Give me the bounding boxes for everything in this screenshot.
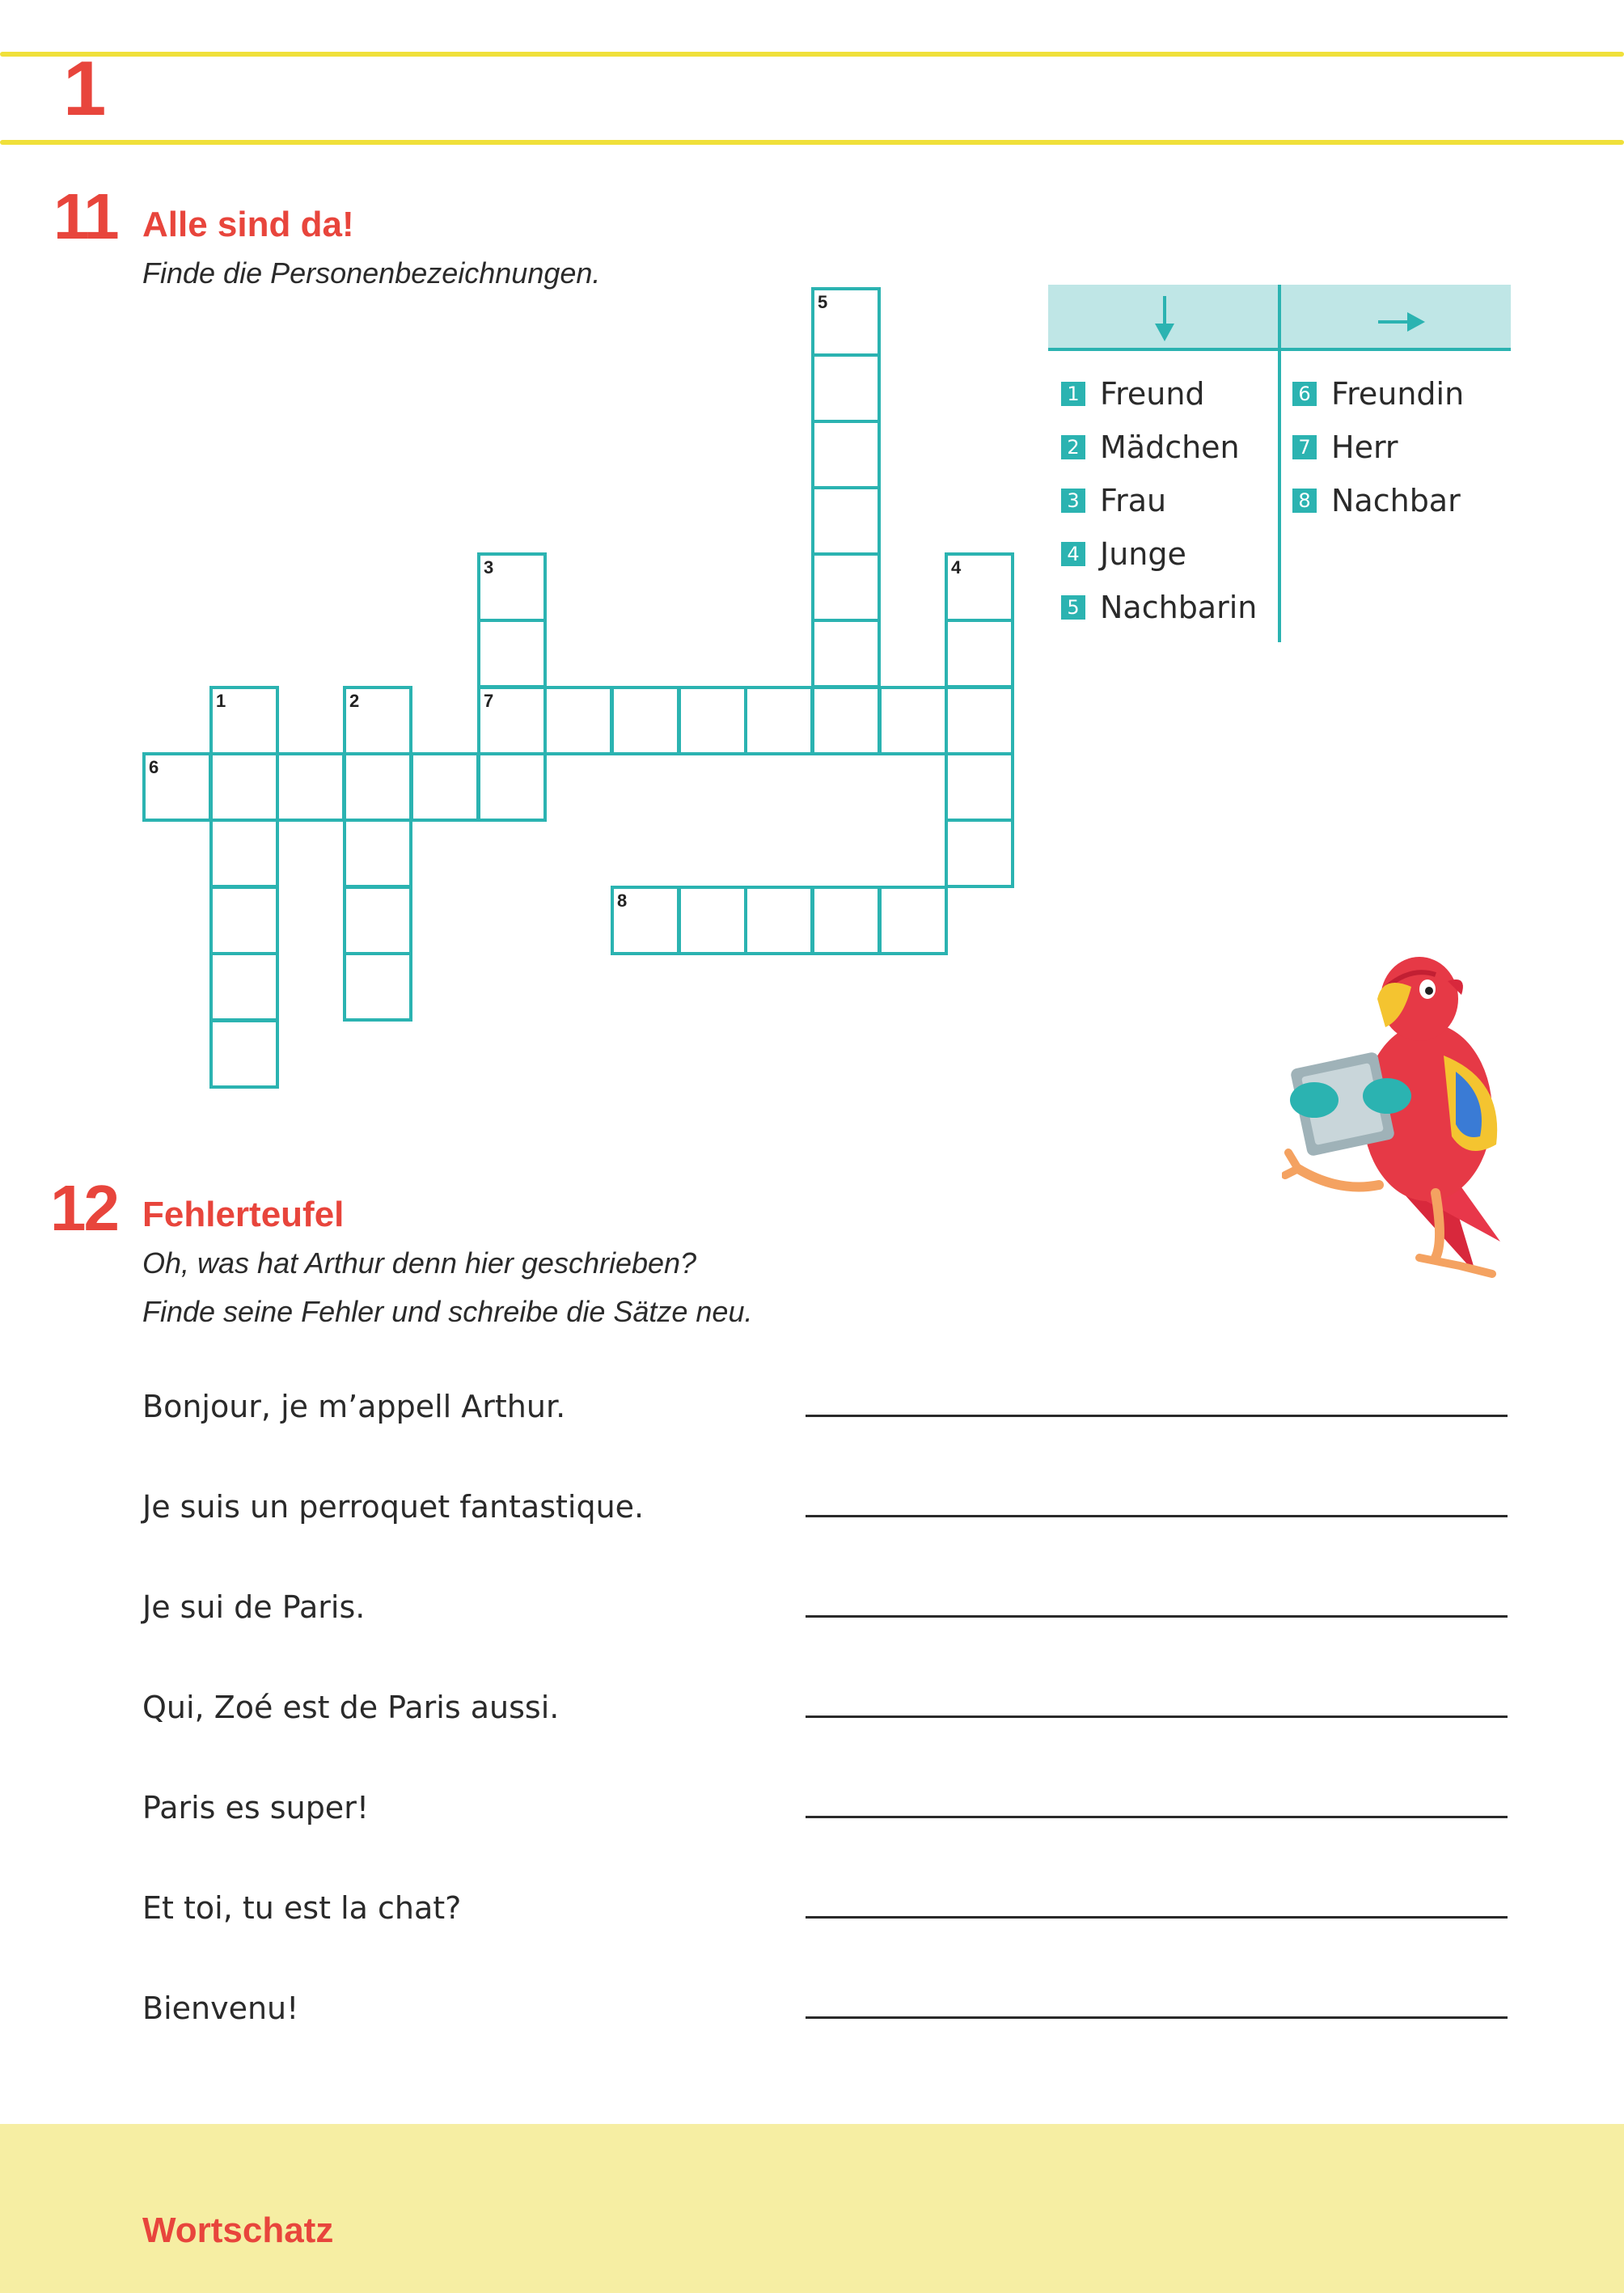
faulty-sentence: Je sui de Paris. bbox=[142, 1589, 366, 1625]
crossword-cell[interactable] bbox=[945, 819, 1014, 888]
clue-number-box: 6 bbox=[1292, 382, 1317, 406]
crossword-cell[interactable] bbox=[343, 686, 412, 755]
crossword-cell[interactable] bbox=[878, 686, 948, 755]
crossword-cell[interactable] bbox=[410, 752, 480, 822]
clue-number-8: 8 bbox=[617, 891, 628, 911]
clue-word: Frau bbox=[1100, 483, 1167, 518]
crossword-cell[interactable] bbox=[811, 552, 881, 622]
header-top-line bbox=[0, 52, 1624, 57]
clue-word: Nachbar bbox=[1331, 483, 1461, 518]
clue-number-6: 6 bbox=[149, 757, 159, 777]
clue-word: Nachbarin bbox=[1100, 590, 1258, 625]
arrow-right-icon bbox=[1375, 306, 1428, 338]
crossword-cell[interactable] bbox=[477, 619, 547, 688]
crossword-cell[interactable] bbox=[744, 886, 814, 955]
down-clue-item bbox=[1061, 429, 1240, 465]
clue-number-box: 8 bbox=[1292, 489, 1317, 513]
crossword-cell[interactable] bbox=[811, 420, 881, 489]
across-clue-item bbox=[1292, 485, 1461, 516]
crossword-cell[interactable] bbox=[209, 1019, 279, 1089]
faulty-sentence: Bienvenu! bbox=[142, 1991, 299, 2026]
clue-word: Junge bbox=[1100, 536, 1186, 572]
crossword-cell[interactable] bbox=[811, 353, 881, 423]
crossword-cell[interactable] bbox=[209, 752, 279, 822]
answer-line[interactable] bbox=[806, 1615, 1508, 1618]
clue-number-7: 7 bbox=[484, 691, 494, 711]
clue-word: Freund bbox=[1100, 376, 1205, 412]
footer-band bbox=[0, 2124, 1624, 2293]
clue-number-1: 1 bbox=[216, 691, 226, 711]
crossword-cell[interactable] bbox=[678, 886, 747, 955]
faulty-sentence: Et toi, tu est la chat? bbox=[142, 1890, 462, 1926]
arrow-down-icon bbox=[1148, 291, 1181, 345]
legend-divider-vertical bbox=[1278, 285, 1281, 642]
clue-number-4: 4 bbox=[951, 557, 962, 577]
answer-line[interactable] bbox=[806, 1916, 1508, 1919]
clue-number-3: 3 bbox=[484, 557, 494, 577]
exercise-12-title: Fehlerteufel bbox=[142, 1195, 345, 1234]
down-clue-item bbox=[1061, 536, 1186, 572]
clue-number-box: 3 bbox=[1061, 489, 1085, 513]
clue-number-box: 5 bbox=[1061, 595, 1085, 620]
crossword-cell[interactable] bbox=[276, 752, 345, 822]
clue-number-2: 2 bbox=[349, 691, 360, 711]
exercise-11-title: Alle sind da! bbox=[142, 205, 354, 244]
crossword-cell[interactable] bbox=[611, 686, 680, 755]
clue-word: Herr bbox=[1331, 429, 1398, 465]
parrot-illustration bbox=[1282, 950, 1516, 1298]
crossword-cell[interactable] bbox=[209, 819, 279, 888]
across-clue-item bbox=[1292, 429, 1398, 465]
answer-line[interactable] bbox=[806, 1816, 1508, 1818]
clue-word: Freundin bbox=[1331, 376, 1465, 412]
crossword-cell[interactable] bbox=[209, 952, 279, 1022]
footer-label: Wortschatz bbox=[142, 2211, 334, 2250]
exercise-11-number: 11 bbox=[53, 180, 117, 252]
faulty-sentence: Bonjour, je m’appell Arthur. bbox=[142, 1389, 566, 1424]
crossword-cell[interactable] bbox=[945, 752, 1014, 822]
crossword-cell[interactable] bbox=[945, 686, 1014, 755]
crossword-cell[interactable] bbox=[477, 686, 547, 755]
down-clue-item bbox=[1061, 485, 1166, 516]
answer-line[interactable] bbox=[806, 2016, 1508, 2019]
crossword-cell[interactable] bbox=[811, 486, 881, 556]
down-clue-item bbox=[1061, 592, 1257, 623]
crossword-cell[interactable] bbox=[811, 287, 881, 357]
answer-line[interactable] bbox=[806, 1716, 1508, 1718]
down-clue-item bbox=[1061, 376, 1205, 412]
crossword-cell[interactable] bbox=[945, 619, 1014, 688]
faulty-sentence: Qui, Zoé est de Paris aussi. bbox=[142, 1690, 560, 1725]
crossword-cell[interactable] bbox=[343, 952, 412, 1022]
crossword-cell[interactable] bbox=[611, 886, 680, 955]
crossword-cell[interactable] bbox=[142, 752, 212, 822]
exercise-12-number: 12 bbox=[50, 1172, 117, 1244]
exercise-12-instruction-line2: Finde seine Fehler und schreibe die Sätze neu. bbox=[142, 1295, 753, 1328]
crossword-cell[interactable] bbox=[343, 752, 412, 822]
crossword-cell[interactable] bbox=[811, 619, 881, 688]
across-clue-item bbox=[1292, 376, 1465, 412]
crossword-cell[interactable] bbox=[209, 886, 279, 955]
clue-number-box: 2 bbox=[1061, 435, 1085, 459]
crossword-cell[interactable] bbox=[477, 752, 547, 822]
header-bottom-line bbox=[0, 140, 1624, 145]
crossword-cell[interactable] bbox=[811, 886, 881, 955]
clue-number-5: 5 bbox=[818, 292, 828, 312]
exercise-11-instruction: Finde die Personenbezeichnungen. bbox=[142, 256, 601, 290]
crossword-cell[interactable] bbox=[343, 886, 412, 955]
crossword-cell[interactable] bbox=[477, 552, 547, 622]
crossword-cell[interactable] bbox=[209, 686, 279, 755]
faulty-sentence: Je suis un perroquet fantastique. bbox=[142, 1489, 645, 1525]
clue-number-box: 1 bbox=[1061, 382, 1085, 406]
crossword-cell[interactable] bbox=[811, 686, 881, 755]
faulty-sentence: Paris es super! bbox=[142, 1790, 370, 1826]
crossword-cell[interactable] bbox=[878, 886, 948, 955]
crossword-cell[interactable] bbox=[678, 686, 747, 755]
unit-number: 1 bbox=[63, 45, 107, 132]
crossword-cell[interactable] bbox=[945, 552, 1014, 622]
clue-number-box: 4 bbox=[1061, 542, 1085, 566]
clue-number-box: 7 bbox=[1292, 435, 1317, 459]
answer-line[interactable] bbox=[806, 1415, 1508, 1417]
crossword-cell[interactable] bbox=[543, 686, 613, 755]
clue-word: Mädchen bbox=[1100, 429, 1240, 465]
exercise-12-instruction-line1: Oh, was hat Arthur denn hier geschrieben? bbox=[142, 1246, 697, 1280]
crossword-cell[interactable] bbox=[343, 819, 412, 888]
answer-line[interactable] bbox=[806, 1515, 1508, 1517]
crossword-cell[interactable] bbox=[744, 686, 814, 755]
